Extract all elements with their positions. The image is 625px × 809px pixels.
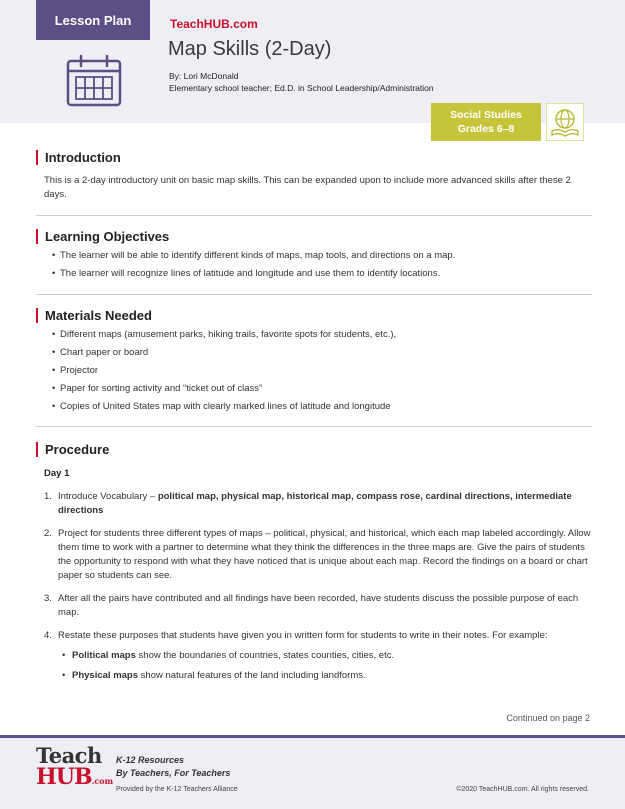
logo-com: .com (91, 776, 114, 786)
materials-heading: Materials Needed (36, 308, 592, 323)
byline (169, 70, 434, 94)
materials-list (36, 328, 592, 414)
tagline-1: K-12 Resources (116, 755, 185, 765)
lesson-plan-label: Lesson Plan (54, 12, 132, 28)
term-definition: show natural features of the land including landforms. (138, 670, 366, 681)
step-number: 3. (44, 593, 52, 604)
provided-by: Provided by the K-12 Teachers Alliance (116, 786, 238, 793)
grades-label: Grades 6–8 (457, 123, 515, 135)
procedure-step (44, 629, 592, 683)
brand-name[interactable]: TeachHUB.com (170, 17, 258, 31)
term: Political maps (72, 650, 136, 661)
day-label: Day 1 (44, 468, 70, 479)
introduction-text: This is a 2-day introductory unit on basic map skills. This can be expanded upon to include more advanced skills after these 2 days. (44, 175, 571, 200)
globe-book-icon (546, 103, 584, 141)
list-item: • The learner will be able to identify different kinds of maps, map tools, and directions on a map. (36, 249, 592, 263)
continued-note: Continued on page 2 (506, 713, 590, 723)
logo-line-1: Teach (36, 743, 102, 768)
introduction-heading: Introduction (36, 150, 592, 165)
term-definition: show the boundaries of countries, states counties, cities, etc. (135, 650, 395, 661)
introduction-section (36, 150, 592, 202)
step-text: After all the pairs have contributed and all findings have been recorded, have students discuss the possible purpose of each map. (58, 593, 579, 618)
subject-badge (431, 103, 541, 141)
step-number: 2. (44, 528, 52, 539)
divider (36, 294, 592, 295)
procedure-steps (44, 490, 592, 683)
step-text: Introduce Vocabulary – (58, 491, 158, 502)
list-item: • The learner will recognize lines of latitude and longitude and use them to identify locations. (36, 267, 592, 281)
step-text: Project for students three different types of maps – political, physical, and historical, which each map labeled accordingly. Allow them time to work with a partner to determine what they think the differences in the three maps are. Give the pairs of students the opportunity to respond with what they have noticed that is unique about each map. Record the findings on a board or chart paper so students can see. (58, 528, 591, 581)
list-item (58, 669, 592, 683)
tagline-2: By Teachers, For Teachers (116, 768, 231, 778)
lesson-plan-tab (36, 0, 150, 40)
logo-hub: HUB (36, 764, 92, 790)
procedure-step (44, 592, 592, 620)
step-number: 1. (44, 491, 52, 502)
subject-label: Social Studies (450, 109, 522, 121)
term: Physical maps (72, 670, 139, 681)
logo-line-2 (36, 764, 114, 792)
step-number: 4. (44, 630, 52, 641)
list-item (58, 649, 592, 663)
list-item: • Paper for sorting activity and “ticket out of class” (36, 382, 592, 396)
procedure-step (44, 490, 592, 518)
list-item: • Different maps (amusement parks, hiking trails, favorite spots for students, etc.), (36, 328, 592, 342)
teachhub-logo[interactable] (36, 743, 114, 798)
example-list (58, 649, 592, 683)
list-item: • Chart paper or board (36, 346, 592, 360)
procedure-section (36, 442, 592, 692)
list-item: • Copies of United States map with clearly marked lines of latitude and longitude (36, 400, 592, 414)
calendar-icon (66, 55, 122, 107)
divider (36, 215, 592, 216)
materials-section (36, 308, 592, 418)
author-credentials: Elementary school teacher; Ed.D. in School Leadership/Administration (169, 83, 434, 93)
vocabulary-terms: political map, physical map, historical map, compass rose, cardinal directions, intermediate directions (58, 491, 572, 516)
step-text: Restate these purposes that students have given you in written form for students to write in their notes. For example: (58, 630, 548, 641)
divider (36, 426, 592, 427)
objectives-heading: Learning Objectives (36, 229, 592, 244)
author: By: Lori McDonald (169, 71, 239, 81)
list-item: • Projector (36, 364, 592, 378)
page-title: Map Skills (2-Day) (168, 38, 332, 60)
objectives-list (36, 249, 592, 281)
objectives-section (36, 229, 592, 285)
copyright: ©2020 TeachHUB.com. All rights reserved. (456, 786, 589, 793)
procedure-heading: Procedure (36, 442, 592, 457)
procedure-step (44, 527, 592, 583)
